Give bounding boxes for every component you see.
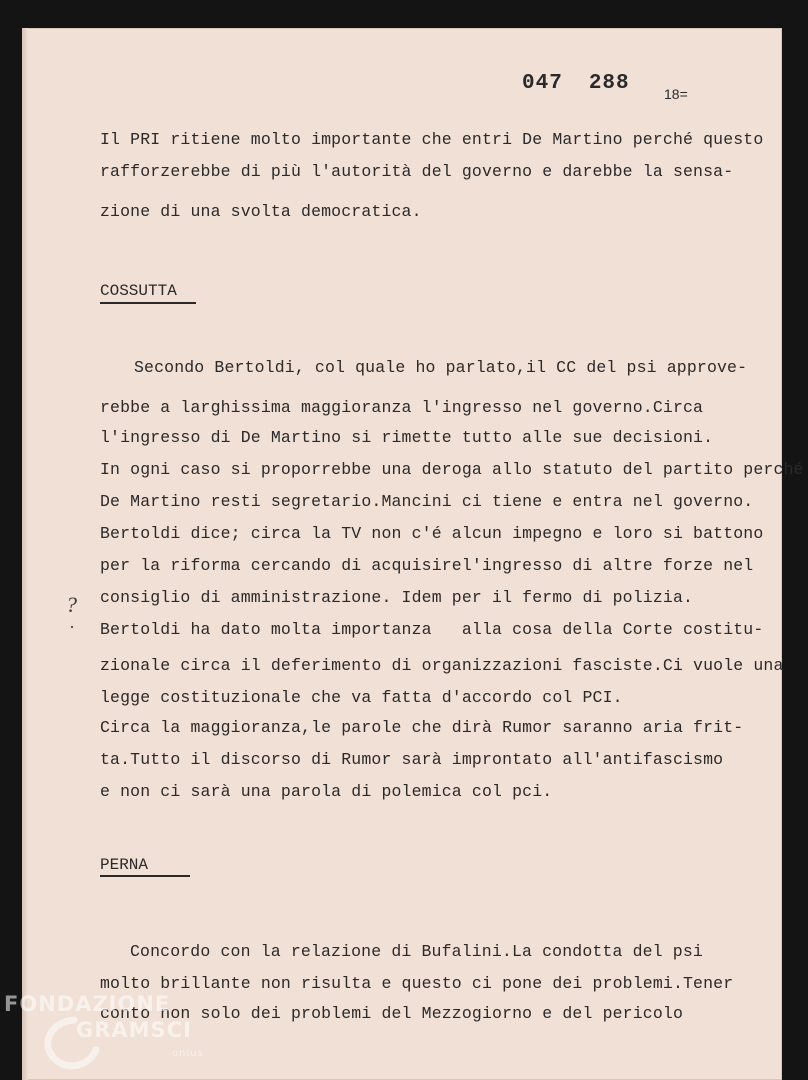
heading-underline <box>100 875 190 877</box>
body-line: molto brillante non risulta e questo ci pone dei problemi.Tener <box>100 974 734 993</box>
margin-dot <box>71 626 73 628</box>
body-line: l'ingresso di De Martino si rimette tutto alle sue decisioni. <box>100 428 714 447</box>
watermark-line1: FONDAZIONE <box>4 992 171 1016</box>
body-line: Secondo Bertoldi, col quale ho parlato,il CC del psi approve- <box>134 358 748 377</box>
intro-line: zione di una svolta democratica. <box>100 202 422 221</box>
body-line: legge costituzionale che va fatta d'accordo col PCI. <box>100 688 623 707</box>
margin-annotation: ? <box>66 592 77 617</box>
body-line: rebbe a larghissima maggioranza l'ingresso nel governo.Circa <box>100 398 704 417</box>
body-line: Circa la maggioranza,le parole che dirà Rumor saranno aria frit- <box>100 718 744 737</box>
body-line: Concordo con la relazione di Bufalini.La condotta del psi <box>130 942 703 961</box>
archive-number-a: 047 <box>522 72 563 95</box>
body-line: Bertoldi dice; circa la TV non c'é alcun impegno e loro si battono <box>100 524 764 543</box>
heading-underline <box>100 302 196 304</box>
body-line: ta.Tutto il discorso di Rumor sarà improntato all'antifascismo <box>100 750 724 769</box>
body-line: per la riforma cercando di acquisirel'ingresso di altre forze nel <box>100 556 754 575</box>
intro-line: Il PRI ritiene molto importante che entri De Martino perché questo <box>100 130 764 149</box>
section-heading-perna: PERNA <box>100 856 149 874</box>
body-line: consiglio di amministrazione. Idem per il fermo di polizia. <box>100 588 694 607</box>
archive-number-b: 288 <box>588 72 630 95</box>
watermark-line2: GRAMSCI <box>76 1018 192 1042</box>
body-line: De Martino resti segretario.Mancini ci tiene e entra nel governo. <box>100 492 754 511</box>
body-line: zionale circa il deferimento di organizzazioni fasciste.Ci vuole una <box>100 656 784 675</box>
document-page <box>22 28 804 1080</box>
body-line: e non ci sarà una parola di polemica col pci. <box>100 782 553 801</box>
body-line: In ogni caso si proporrebbe una deroga allo statuto del partito perché <box>100 460 804 479</box>
intro-line: rafforzerebbe di più l'autorità del governo e darebbe la sensa- <box>100 162 734 181</box>
page-number: 18= <box>664 86 688 102</box>
watermark-suffix: onlus <box>172 1048 204 1059</box>
body-line: Bertoldi ha dato molta importanza alla cosa della Corte costitu- <box>100 620 764 639</box>
body-line: conto non solo dei problemi del Mezzogiorno e del pericolo <box>100 1004 683 1023</box>
page-edge-shadow <box>22 28 28 1080</box>
archive-number <box>522 72 656 95</box>
section-heading-cossutta: COSSUTTA <box>100 282 177 300</box>
